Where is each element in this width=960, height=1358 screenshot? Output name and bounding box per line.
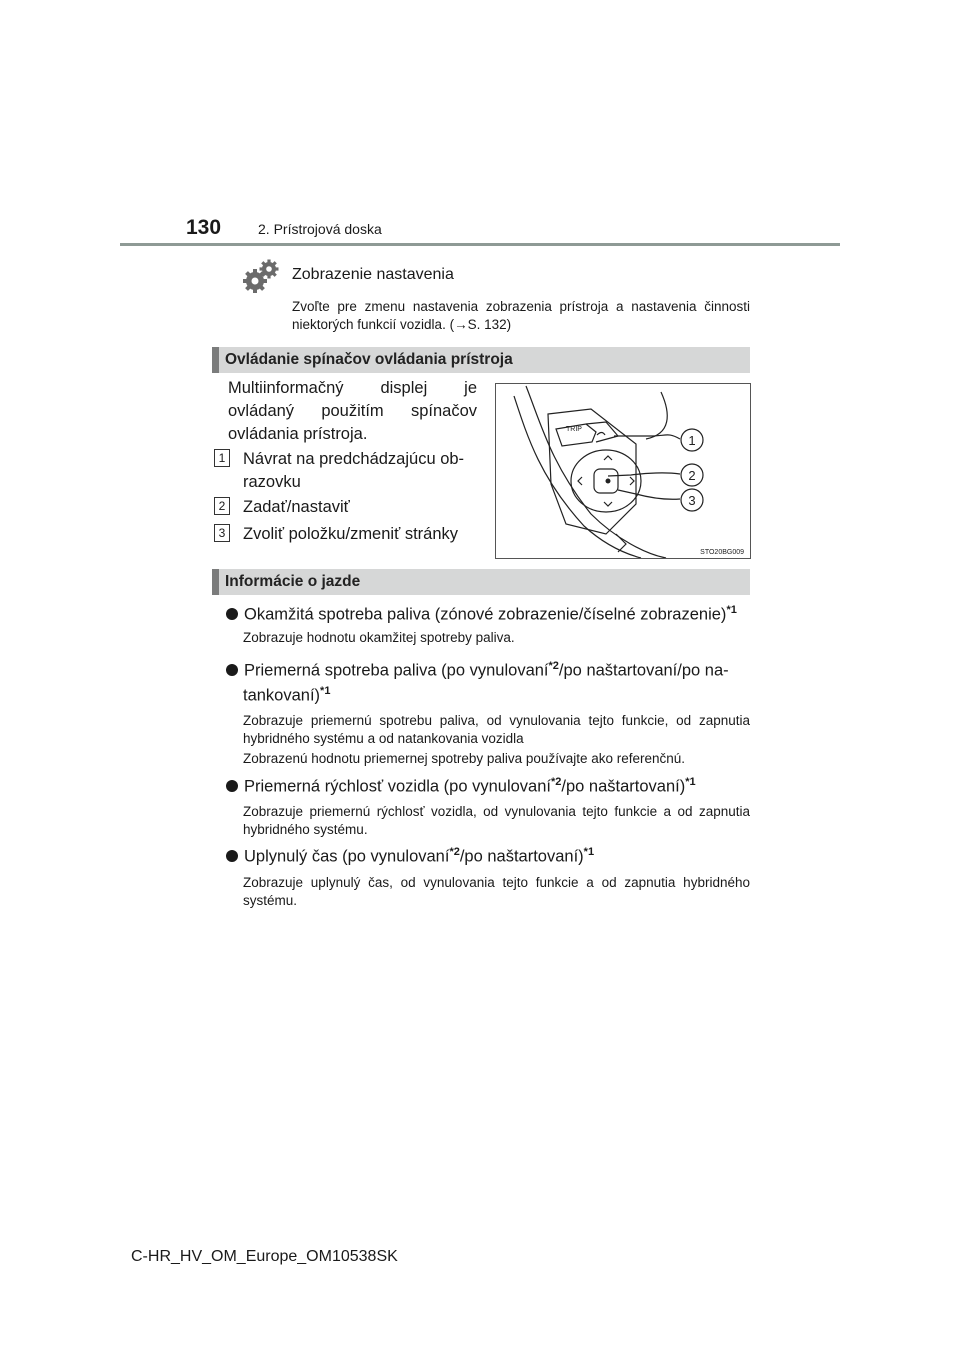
item-1-label-cont: razovku [243, 473, 301, 491]
bullet-icon [226, 850, 238, 862]
controls-heading: Ovládanie spínačov ovládania prístroja [225, 351, 513, 368]
info-item-1-desc: Zobrazuje hodnotu okamžitej spotreby paliva. [243, 630, 515, 645]
info-item-4-desc: Zobrazuje uplynulý čas, od vynulovania tejto funkcie a od zapnutia hybridného systému. [243, 875, 750, 908]
setting-description: Zvoľte pre zmenu nastavenia zobrazenia prístroja a nastavenia činnosti niektorých funkcií vozidla. (→S. 132) [292, 299, 750, 332]
figure-callout-2: 2 [688, 468, 696, 483]
page-number: 130 [186, 216, 222, 239]
item-1-label: Návrat na predchádzajúcu ob- [243, 450, 465, 468]
info-item-4-title: Uplynulý čas (po vynulovaní$^{*2}$/po naštartovaní)$^{*1}$ [226, 841, 594, 869]
trip-button-label: TRIP [566, 426, 582, 433]
info-item-1-title: Okamžitá spotreba paliva (zónové zobrazenie/číselné zobrazenie)$^{*1}$ [226, 599, 737, 627]
bullet-icon [226, 608, 238, 620]
item-2-label: Zadať/nastaviť [243, 498, 350, 516]
info-item-2-note: Zobrazenú hodnotu priemernej spotreby paliva používajte ako referenčnú. [243, 751, 686, 766]
item-3-label: Zvoliť položku/zmeniť stránky [243, 525, 459, 543]
driving-info-heading-bar [212, 569, 750, 595]
info-item-3-title: Priemerná rýchlosť vozidla (po vynulovaní$^{*2}$/po naštartovaní)$^{*1}$ [226, 771, 696, 799]
section-title: 2. Prístrojová doska [258, 221, 382, 237]
figure-callout-1: 1 [688, 433, 696, 448]
info-item-2-title: Priemerná spotreba paliva (po vynulovaní$^{*2}$/po naštartovaní/po na- [226, 655, 729, 683]
callout-badge-2: 2 [214, 497, 230, 515]
heading-accent [212, 347, 219, 373]
info-item-2-title-cont: tankovaní)$^{*1}$ [243, 685, 331, 705]
driving-info-heading: Informácie o jazde [225, 573, 361, 590]
controls-intro: Multiinformačný displej je ovládaný použitím spínačov ovládania prístroja. [228, 379, 477, 443]
setting-title: Zobrazenie nastavenia [292, 266, 454, 283]
callout-badge-1: 1 [214, 449, 230, 467]
gear-icon [242, 258, 282, 294]
info-item-2-desc: Zobrazuje priemernú spotrebu paliva, od vynulovania tejto funkcie, od zapnutia hybridného systému a od natankovania vozidla [243, 713, 750, 746]
heading-accent [212, 569, 219, 595]
info-item-3-desc: Zobrazuje priemernú rýchlosť vozidla, od vynulovania tejto funkcie a od zapnutia hybridného systému. [243, 804, 750, 837]
figure-callout-3: 3 [688, 493, 696, 508]
callout-badge-3: 3 [214, 524, 230, 542]
steering-switch-figure [495, 383, 751, 559]
controls-heading-bar [212, 347, 750, 373]
figure-code: STO20BG009 [700, 549, 744, 556]
bullet-icon [226, 780, 238, 792]
header-rule [120, 243, 840, 246]
steering-switch-illustration [496, 384, 750, 558]
document-id: C-HR_HV_OM_Europe_OM10538SK [131, 1248, 398, 1265]
bullet-icon [226, 664, 238, 676]
